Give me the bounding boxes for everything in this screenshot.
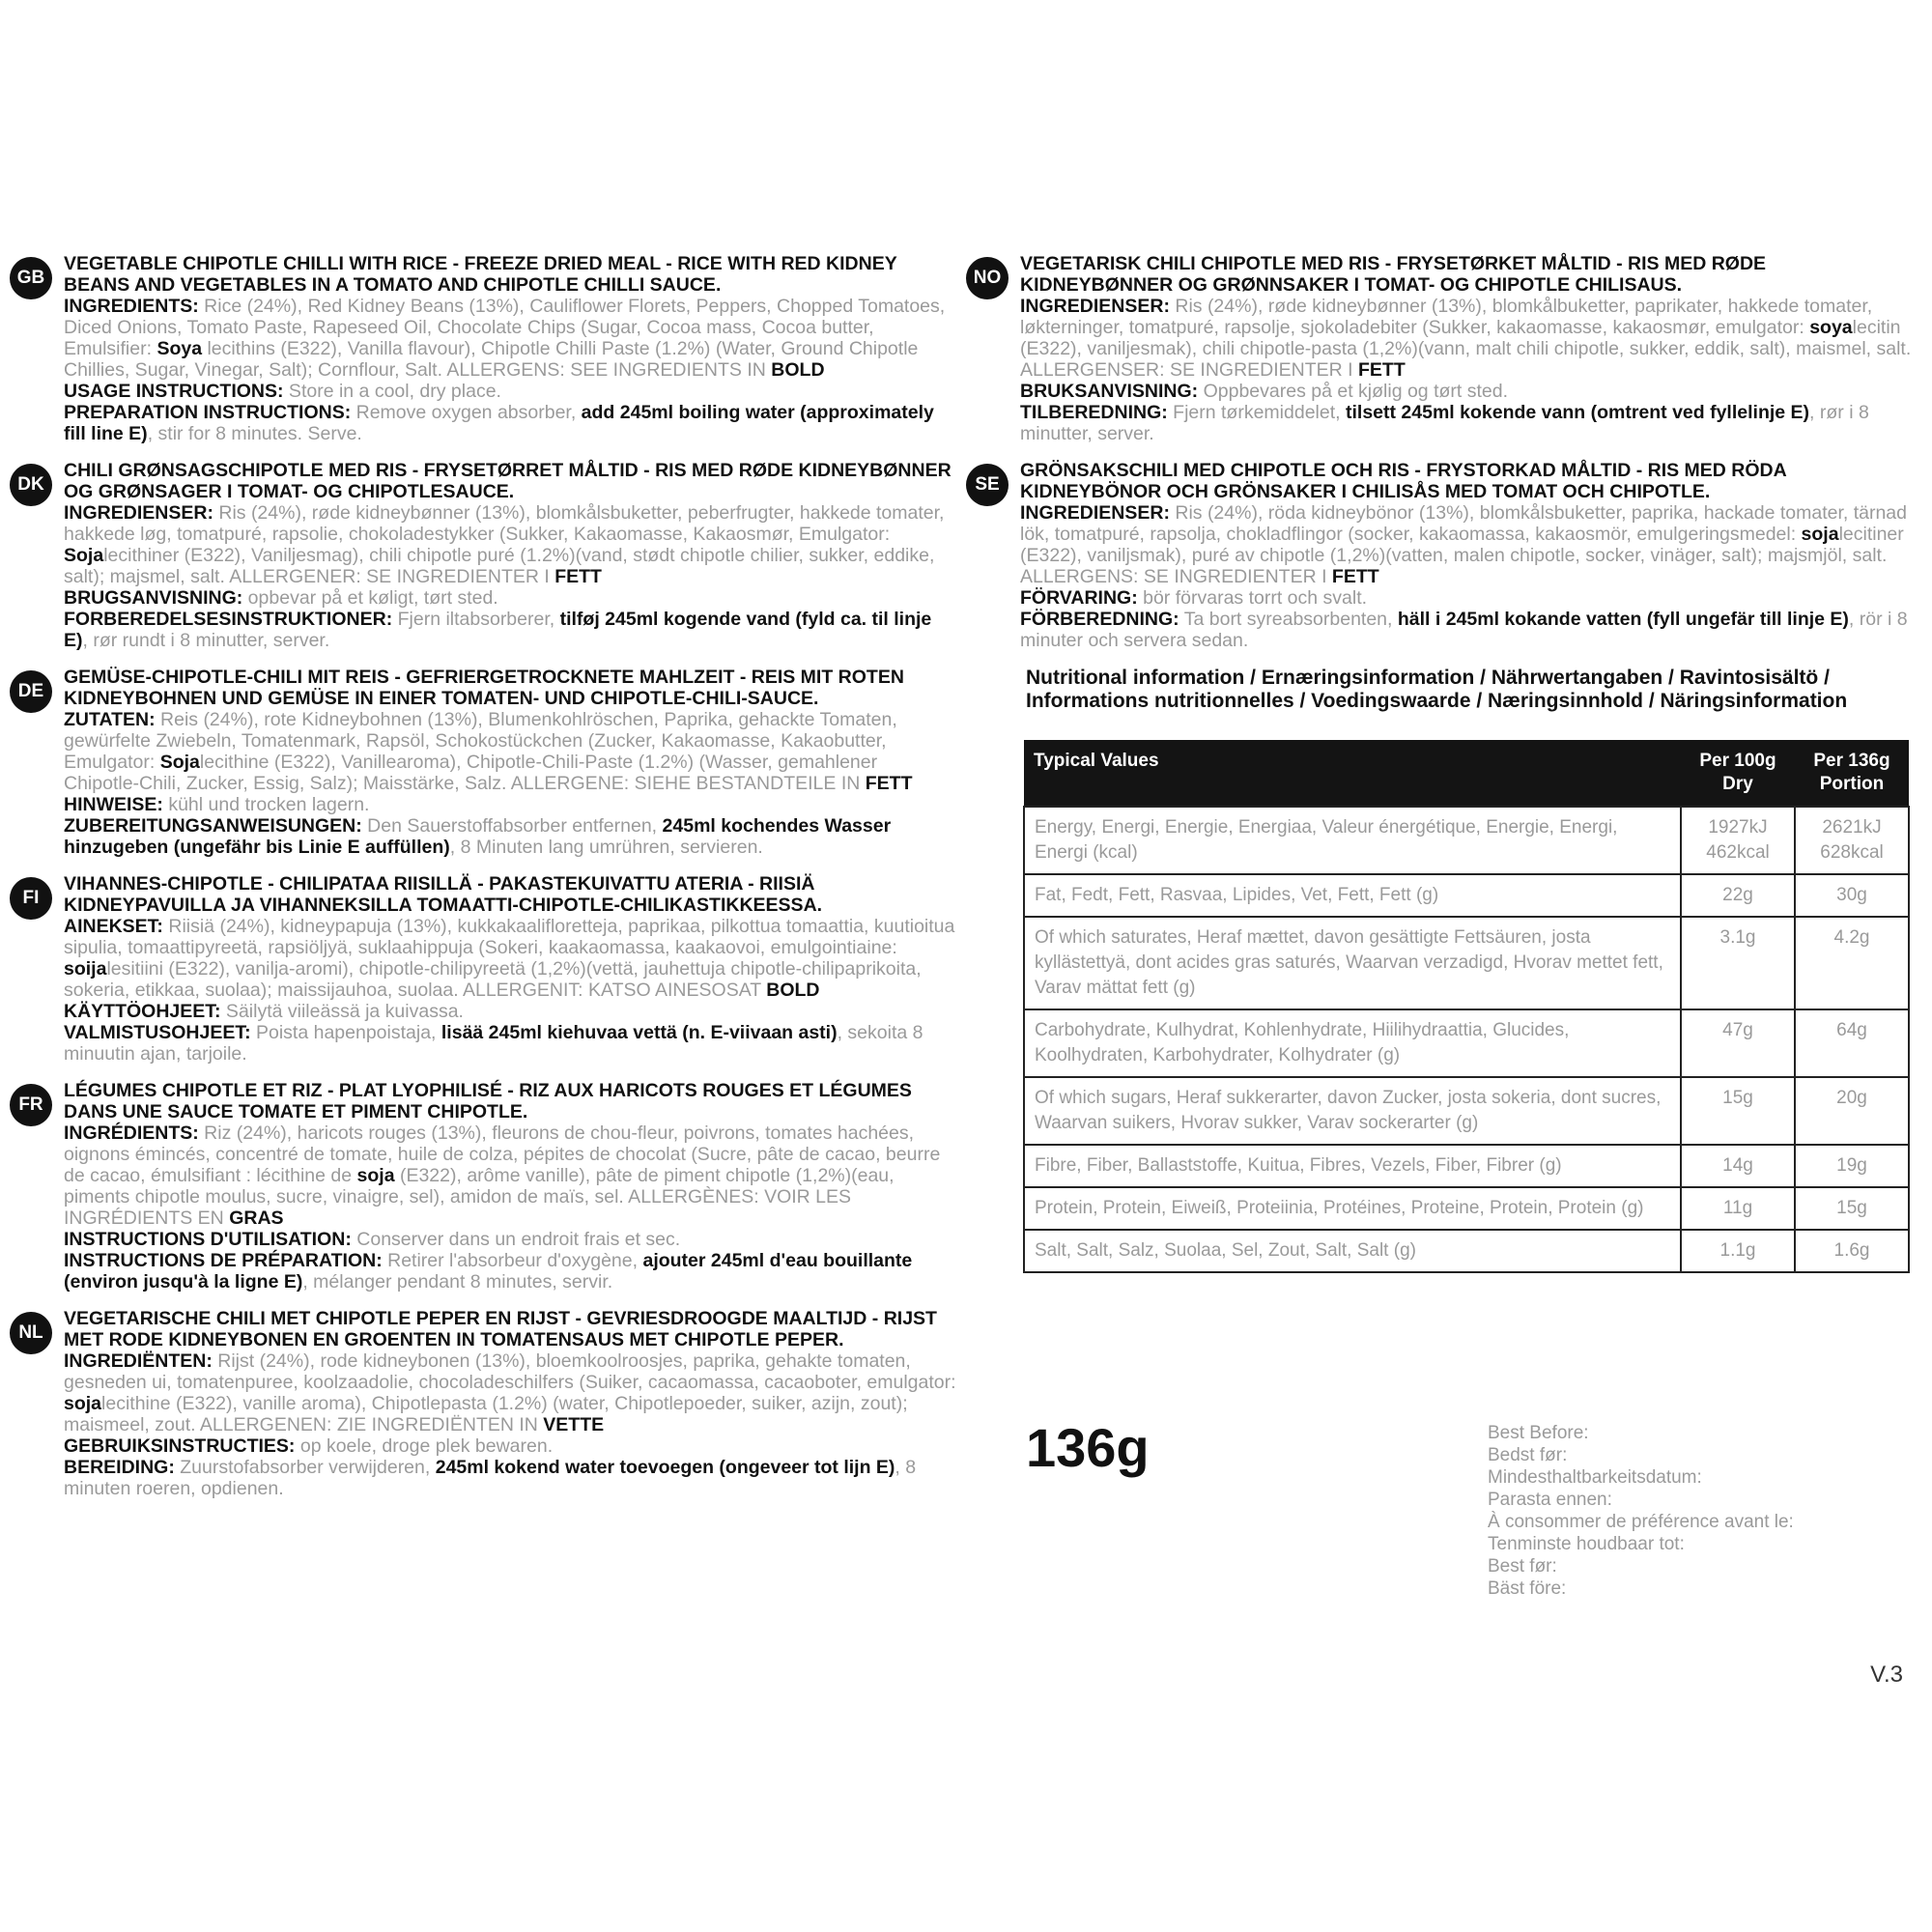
value-per-portion: 4.2g [1795, 917, 1909, 1009]
language-section [966, 253, 1918, 444]
language-section [10, 253, 956, 444]
best-before-line: Bäst före: [1488, 1578, 1567, 1599]
usage-label: INSTRUCTIONS D'UTILISATION: [64, 1229, 352, 1250]
value-per-portion: 2621kJ 628kcal [1795, 807, 1909, 874]
nutrient-name: Protein, Protein, Eiweiß, Proteiinia, Protéines, Proteine, Protein, Protein (g) [1024, 1187, 1681, 1230]
best-before-line: Mindesthaltbarkeitsdatum: [1488, 1467, 1702, 1488]
nutrition-row [1024, 807, 1909, 874]
preparation-text: Den Sauerstoffabsorber entfernen, [361, 815, 663, 837]
language-badge: NO [966, 257, 1009, 299]
value-per-portion: 30g [1795, 874, 1909, 917]
preparation-water: lisää 245ml kiehuvaa vettä (n. E-viivaan asti) [440, 1022, 838, 1043]
ingredients-text: Riisiä (24%), kidneypapuja (13%), kukkakaalifloretteja, paprikaa, pilkottua tomaattia, kuutioitua sipulia, tomaattipyreetä, rapsiöljyä, suklaahippuja (Sokeri, kaakaomassa, kaakaovoi, emulgointiaine: [64, 916, 955, 958]
right-column [966, 253, 1918, 1273]
preparation-text: Zuurstofabsorber verwijderen, [174, 1457, 436, 1478]
ingredients-text: Reis (24%), rote Kidneybohnen (13%), Blumenkohlröschen, Paprika, gehackte Tomaten, gewürfelte Zwiebeln, Tomatenmark, Rapsöl, Schokostückchen (Zucker, Kakaomasse, Kakaobutter, Emulgator: [64, 709, 897, 773]
nutrition-row [1024, 1187, 1909, 1230]
preparation-text: Remove oxygen absorber, [351, 402, 582, 423]
preparation-water: 245ml kochendes Wasser hinzugeben (ungefähr bis Linie E auffüllen) [64, 815, 892, 858]
nutrient-name: Salt, Salt, Salz, Suolaa, Sel, Zout, Salt, Salt (g) [1024, 1230, 1681, 1272]
nutrition-row [1024, 874, 1909, 917]
preparation-text-end: , sekoita 8 minuutin ajan, tarjoile. [64, 1022, 923, 1065]
best-before-line: Best Before: [1488, 1423, 1589, 1443]
allergen-soy: Soja [64, 545, 104, 566]
section-text [64, 873, 956, 1065]
right-sections [966, 253, 1918, 651]
preparation-text: Ta bort syreabsorbenten, [1179, 609, 1398, 630]
ingredients-text-cont: lecitin (E322), vaniljesmak), chili chipotle-pasta (1,2%)(vann, malt chili chipotle, sukker, eddik, salt), maismel, salt. ALLERGENSER: SE INGREDIENTER I [1020, 317, 1912, 381]
usage-text: opbevar på et køligt, tørt sted. [242, 587, 498, 609]
section-text [1020, 460, 1918, 651]
net-weight: 136g [1026, 1417, 1150, 1478]
product-title: LÉGUMES CHIPOTLE ET RIZ - PLAT LYOPHILISÉ - RIZ AUX HARICOTS ROUGES ET LÉGUMES DANS UNE SAUCE TOMATE ET PIMENT CHIPOTLE. [64, 1080, 912, 1122]
language-badge: DK [10, 464, 52, 506]
usage-text: kühl und trocken lagern. [162, 794, 370, 815]
usage-text: Säilytä viileässä ja kuivassa. [220, 1001, 464, 1022]
usage-label: HINWEISE: [64, 794, 163, 815]
value-per-100g: 47g [1681, 1009, 1795, 1077]
language-badge: FI [10, 877, 52, 920]
preparation-text: Poista hapenpoistaja, [250, 1022, 441, 1043]
ingredients-text-cont: lesitiini (E322), vanilja-aromi), chipotle-chilipyreetä (1,2%)(vettä, jauhettuja chipotle-chilipaprikoita, sokeria, etikkaa, suolaa); maissijauhoa, suolaa. ALLERGENIT: KATSO AINESOSAT [64, 958, 922, 1001]
left-column [10, 253, 956, 1515]
preparation-text-end: , rør i 8 minutter, server. [1020, 402, 1869, 444]
preparation-label: FÖRBEREDNING: [1020, 609, 1179, 630]
allergen-bold-word: FETT [554, 566, 602, 587]
allergen-bold-word: BOLD [771, 359, 825, 381]
preparation-label: BEREIDING: [64, 1457, 175, 1478]
language-badge: DE [10, 670, 52, 713]
nutrient-name: Of which sugars, Heraf sukkerarter, davon Zucker, josta sokeria, dont sucres, Waarvan suikers, Hvorav sukker, Varav sockerarter (g) [1024, 1077, 1681, 1145]
nutrient-name: Energy, Energi, Energie, Energiaa, Valeur énergétique, Energie, Energi, Energi (kcal) [1024, 807, 1681, 874]
allergen-bold-word: FETT [1358, 359, 1406, 381]
value-per-portion: 19g [1795, 1145, 1909, 1187]
value-per-100g: 3.1g [1681, 917, 1795, 1009]
ingredients-label: ZUTATEN: [64, 709, 156, 730]
section-text [64, 460, 956, 651]
header-per-100g: Per 100g Dry [1681, 740, 1795, 807]
header-typical-values: Typical Values [1024, 740, 1681, 807]
language-section [10, 667, 956, 858]
preparation-water: ajouter 245ml d'eau bouillante (environ jusqu'à la ligne E) [64, 1250, 913, 1293]
value-per-100g: 14g [1681, 1145, 1795, 1187]
ingredients-text: Riz (24%), haricots rouges (13%), fleurons de chou-fleur, poivrons, tomates hachées, oignons émincés, concentré de tomate, huile de colza, pépites de chocolat (Sucre, pâte de cacao, beurre de cacao, émulsifiant : lécithine de [64, 1122, 941, 1186]
allergen-bold-word: VETTE [543, 1414, 605, 1435]
section-text [64, 1308, 956, 1499]
usage-label: BRUKSANVISNING: [1020, 381, 1199, 402]
ingredients-text-cont: lecithine (E322), vanille aroma), Chipotlepasta (1.2%) (water, Chipotlepoeder, suiker, azijn, zout); maismeel, zout. ALLERGENEN: ZIE INGREDIËNTEN IN [64, 1393, 908, 1435]
preparation-text-end: , 8 minuten roeren, opdienen. [64, 1457, 917, 1499]
section-text [1020, 253, 1918, 444]
product-title: VEGETARISK CHILI CHIPOTLE MED RIS - FRYSETØRKET MÅLTID - RIS MED RØDE KIDNEYBØNNER OG GRØNNSAKER I TOMAT- OG CHIPOTLE CHILISAUS. [1020, 253, 1767, 296]
allergen-bold-word: GRAS [229, 1208, 284, 1229]
section-text [64, 1080, 956, 1293]
usage-text: Store in a cool, dry place. [283, 381, 501, 402]
usage-text: bör förvaras torrt och svalt. [1137, 587, 1368, 609]
product-title: VIHANNES-CHIPOTLE - CHILIPATAA RIISILLÄ - PAKASTEKUIVATTU ATERIA - RIISIÄ KIDNEYPAVUILLA JA VIHANNEKSILLA TOMAATTI-CHIPOTLE-CHILIKASTIKKEESSA. [64, 873, 823, 916]
usage-text: Conserver dans un endroit frais et sec. [351, 1229, 681, 1250]
ingredients-label: AINEKSET: [64, 916, 163, 937]
ingredients-label: INGREDIENTS: [64, 296, 199, 317]
preparation-label: INSTRUCTIONS DE PRÉPARATION: [64, 1250, 383, 1271]
ingredients-label: INGRÉDIENTS: [64, 1122, 199, 1144]
ingredients-text-cont: lecithine (E322), Vanillearoma), Chipotle-Chili-Paste (1.2%) (Wasser, gemahlener Chipotle-Chili, Zucker, Essig, Salz); Maisstärke, Salz. ALLERGENE: SIEHE BESTANDTEILE IN [64, 752, 878, 794]
version-label: V.3 [1870, 1662, 1903, 1688]
preparation-water: tilføj 245ml kogende vand (fyld ca. til linje E) [64, 609, 932, 651]
usage-label: GEBRUIKSINSTRUCTIES: [64, 1435, 296, 1457]
nutrition-row [1024, 1009, 1909, 1077]
header-per-portion: Per 136g Portion [1795, 740, 1909, 807]
nutrition-row [1024, 1077, 1909, 1145]
best-before-line: Bedst før: [1488, 1445, 1568, 1465]
allergen-soy: soija [64, 958, 107, 980]
language-badge: NL [10, 1312, 52, 1354]
value-per-100g: 22g [1681, 874, 1795, 917]
ingredients-label: INGREDIENSER: [1020, 502, 1170, 524]
preparation-text-end: , stir for 8 minutes. Serve. [147, 423, 362, 444]
nutrient-name: Fibre, Fiber, Ballaststoffe, Kuitua, Fibres, Vezels, Fiber, Fibrer (g) [1024, 1145, 1681, 1187]
product-title: GRÖNSAKSCHILI MED CHIPOTLE OCH RIS - FRYSTORKAD MÅLTID - RIS MED RÖDA KIDNEYBÖNOR OCH GRÖNSAKER I CHILISÅS MED TOMAT OCH CHIPOTLE. [1020, 460, 1786, 502]
best-before-line: Tenminste houdbaar tot: [1488, 1534, 1685, 1554]
ingredients-text-cont: lecitiner (E322), vaniljsmak), puré av chipotle (1,2%)(vatten, malen chipotle, socker, vinäger, salt); majsmjöl, salt. ALLERGENS: SE INGREDIENTER I [1020, 524, 1904, 587]
preparation-water: add 245ml boiling water (approximately fill line E) [64, 402, 934, 444]
value-per-portion: 15g [1795, 1187, 1909, 1230]
ingredients-label: INGREDIENSER: [1020, 296, 1170, 317]
value-per-portion: 1.6g [1795, 1230, 1909, 1272]
preparation-label: TILBEREDNING: [1020, 402, 1168, 423]
value-per-100g: 11g [1681, 1187, 1795, 1230]
usage-label: FÖRVARING: [1020, 587, 1138, 609]
language-section [10, 460, 956, 651]
preparation-text-end: , 8 Minuten lang umrühren, servieren. [449, 837, 763, 858]
value-per-portion: 20g [1795, 1077, 1909, 1145]
ingredients-label: INGREDIENSER: [64, 502, 213, 524]
ingredients-label: INGREDIËNTEN: [64, 1350, 213, 1372]
language-badge: SE [966, 464, 1009, 506]
preparation-text-end: , rör i 8 minuter och servera sedan. [1020, 609, 1908, 651]
ingredients-text-cont: (E322), arôme vanille), pâte de piment chipotle (1,2%)(eau, piments chipotle moulus, sucre, vinaigre, sel), amidon de maïs, sel. ALLERGÈNES: VOIR LES INGRÉDIENTS EN [64, 1165, 895, 1229]
allergen-soy: Soja [159, 752, 200, 773]
allergen-soy: soja [1801, 524, 1839, 545]
best-before-line: Best før: [1488, 1556, 1557, 1577]
best-before-block [1488, 1422, 1794, 1600]
nutrition-row [1024, 917, 1909, 1009]
ingredients-text: Ris (24%), røde kidneybønner (13%), blomkålbuketter, paprikater, hakkede tomater, løkterninger, tomatpuré, rapsolje, sjokoladebiter (Sukker, kakaomasse, kakaosmør, emulgator: [1020, 296, 1873, 338]
usage-text: op koele, droge plek bewaren. [295, 1435, 554, 1457]
preparation-water: tilsett 245ml kokende vann (omtrent ved fyllelinje E) [1345, 402, 1810, 423]
usage-label: KÄYTTÖOHJEET: [64, 1001, 221, 1022]
language-section [966, 460, 1918, 651]
ingredients-text: Rijst (24%), rode kidneybonen (13%), bloemkoolroosjes, paprika, gehakte tomaten, gesneden ui, tomatenpuree, koolzaadolie, chocoladeschilfers (Suiker, cacaomassa, cacaoboter, emulgator: [64, 1350, 956, 1393]
allergen-bold-word: BOLD [766, 980, 820, 1001]
nutrition-row [1024, 1145, 1909, 1187]
section-text [64, 253, 956, 444]
product-title: VEGETARISCHE CHILI MET CHIPOTLE PEPER EN RIJST - GEVRIESDROOGDE MAALTIJD - RIJST MET RODE KIDNEYBONEN EN GROENTEN IN TOMATENSAUS MET CHIPOTLE PEPER. [64, 1308, 937, 1350]
preparation-water: häll i 245ml kokande vatten (fyll ungefär till linje E) [1397, 609, 1849, 630]
allergen-soy: Soya [156, 338, 203, 359]
usage-text: Oppbevares på et kjølig og tørt sted. [1198, 381, 1509, 402]
language-section [10, 1080, 956, 1293]
usage-label: USAGE INSTRUCTIONS: [64, 381, 284, 402]
product-title: GEMÜSE-CHIPOTLE-CHILI MIT REIS - GEFRIERGETROCKNETE MAHLZEIT - REIS MIT ROTEN KIDNEYBOHNEN UND GEMÜSE IN EINER TOMATEN- UND CHIPOTLE-CHILI-SAUCE. [64, 667, 904, 709]
section-text [64, 667, 956, 858]
allergen-bold-word: FETT [1331, 566, 1379, 587]
preparation-label: ZUBEREITUNGSANWEISUNGEN: [64, 815, 362, 837]
ingredients-text: Rice (24%), Red Kidney Beans (13%), Cauliflower Florets, Peppers, Chopped Tomatoes, Diced Onions, Tomato Paste, Rapeseed Oil, Chocolate Chips (Sugar, Cocoa mass, Cocoa butter, Emulsifier: [64, 296, 946, 359]
preparation-text: Retirer l'absorbeur d'oxygène, [382, 1250, 643, 1271]
preparation-text: Fjern tørkemiddelet, [1167, 402, 1346, 423]
preparation-label: PREPARATION INSTRUCTIONS: [64, 402, 352, 423]
nutrient-name: Of which saturates, Heraf mættet, davon gesättigte Fettsäuren, josta kyllästettyä, dont acides gras saturés, Waarvan verzadigd, Hvorav mettet fett, Varav mättat fett (g) [1024, 917, 1681, 1009]
ingredients-text: Ris (24%), røde kidneybønner (13%), blomkålsbuketter, peberfrugter, hakkede tomater, hakkede løg, tomatpuré, rapsolie, chokoladestykker (Sukker, Kakaomasse, Kakaosmør, Emulgator: [64, 502, 945, 545]
product-title: CHILI GRØNSAGSCHIPOTLE MED RIS - FRYSETØRRET MÅLTID - RIS MED RØDE KIDNEYBØNNER OG GRØNSAGER I TOMAT- OG CHIPOTLESAUCE. [64, 460, 952, 502]
nutrition-header-row [1024, 740, 1909, 807]
preparation-text-end: , rør rundt i 8 minutter, server. [82, 630, 330, 651]
value-per-100g: 1.1g [1681, 1230, 1795, 1272]
ingredients-text-cont: lecithiner (E322), Vaniljesmag), chili chipotle puré (1.2%)(vand, stødt chipotle chilier, sukker, eddike, salt); majsmel, salt. ALLERGENER: SE INGREDIENTER I [64, 545, 935, 587]
language-badge: GB [10, 257, 52, 299]
language-badge: FR [10, 1084, 52, 1126]
nutrition-title: Nutritional information / Ernæringsinformation / Nährwertangaben / Ravintosisältö / Informations nutritionnelles / Voedingswaarde / Næringsinnhold / Näringsinformation [1026, 667, 1848, 712]
allergen-soy: soya [1809, 317, 1853, 338]
preparation-text-end: , mélanger pendant 8 minutes, servir. [302, 1271, 613, 1293]
preparation-label: VALMISTUSOHJEET: [64, 1022, 251, 1043]
preparation-text: Fjern iltabsorberer, [392, 609, 560, 630]
allergen-soy: soja [64, 1393, 102, 1414]
allergen-bold-word: FETT [865, 773, 913, 794]
language-section [10, 1308, 956, 1499]
best-before-line: À consommer de préférence avant le: [1488, 1512, 1794, 1532]
nutrition-body [1024, 807, 1909, 1272]
ingredients-text-cont: lecithins (E322), Vanilla flavour), Chipotle Chilli Paste (1.2%) (Water, Ground Chipotle Chillies, Sugar, Vinegar, Salt); Cornflour, Salt. ALLERGENS: SEE INGREDIENTS IN [64, 338, 919, 381]
nutrition-row [1024, 1230, 1909, 1272]
allergen-soy: soja [356, 1165, 395, 1186]
nutrient-name: Carbohydrate, Kulhydrat, Kohlenhydrate, Hiilihydraattia, Glucides, Koolhydraten, Karbohydrater, Kolhydrater (g) [1024, 1009, 1681, 1077]
value-per-100g: 1927kJ 462kcal [1681, 807, 1795, 874]
best-before-line: Parasta ennen: [1488, 1490, 1612, 1510]
nutrition-table [1023, 740, 1910, 1273]
ingredients-text: Ris (24%), röda kidneybönor (13%), blomkålsbuketter, paprika, hackade tomater, tärnad lök, tomatpuré, rapsolja, chokladflingor (socker, kakaomassa, kakaosmör, emulgeringsmedel: [1020, 502, 1907, 545]
value-per-100g: 15g [1681, 1077, 1795, 1145]
language-section [10, 873, 956, 1065]
value-per-portion: 64g [1795, 1009, 1909, 1077]
product-title: VEGETABLE CHIPOTLE CHILLI WITH RICE - FREEZE DRIED MEAL - RICE WITH RED KIDNEY BEANS AND VEGETABLES IN A TOMATO AND CHIPOTLE CHILLI SAUCE. [64, 253, 897, 296]
usage-label: BRUGSANVISNING: [64, 587, 243, 609]
preparation-label: FORBEREDELSESINSTRUKTIONER: [64, 609, 393, 630]
nutrient-name: Fat, Fedt, Fett, Rasvaa, Lipides, Vet, Fett, Fett (g) [1024, 874, 1681, 917]
preparation-water: 245ml kokend water toevoegen (ongeveer tot lijn E) [435, 1457, 895, 1478]
